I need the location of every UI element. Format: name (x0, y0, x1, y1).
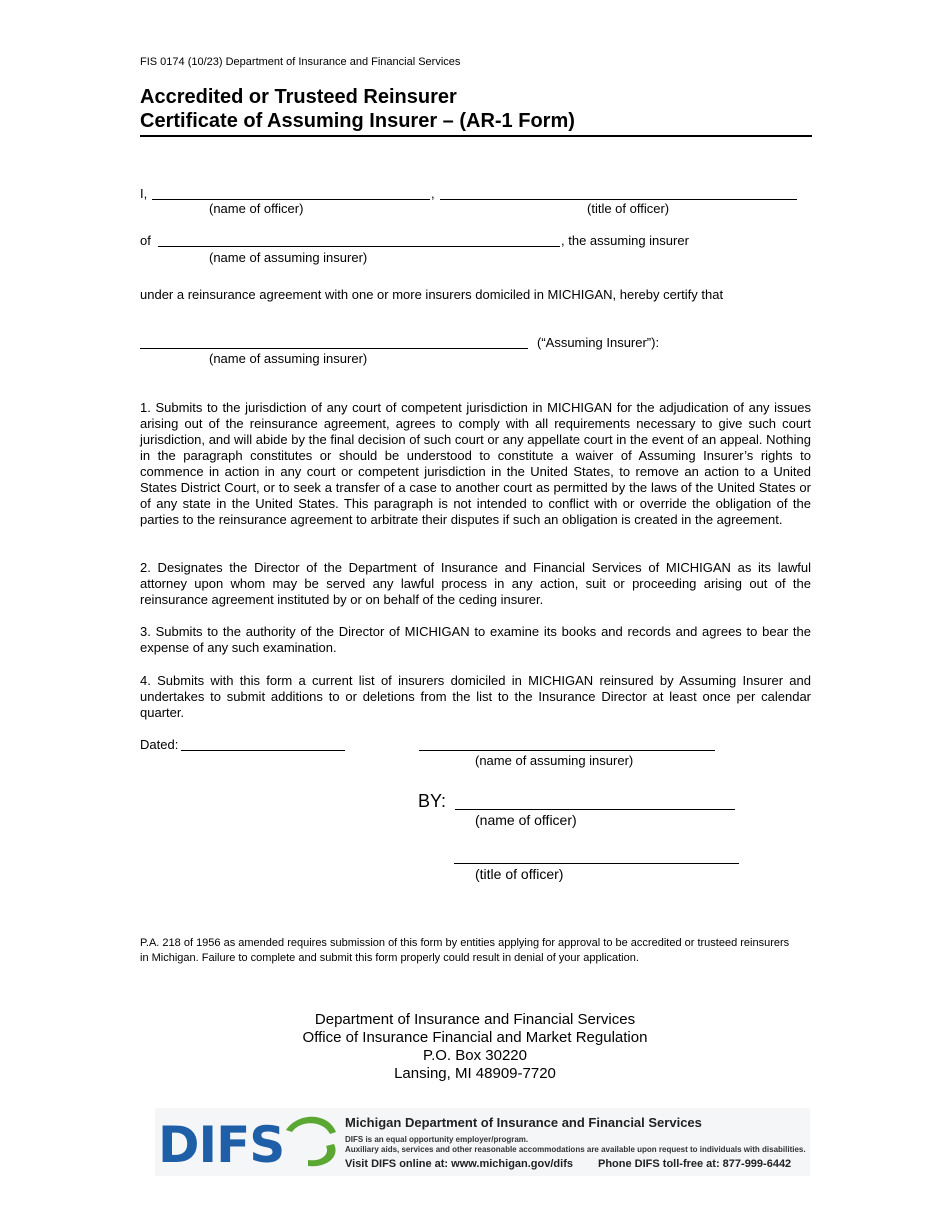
title-line-2: Certificate of Assuming Insurer – (AR-1 Form) (140, 110, 575, 132)
certify-text: under a reinsurance agreement with one or more insurers domiciled in MICHIGAN, hereby certify that (140, 287, 724, 302)
assuming-insurer-quote: (“Assuming Insurer”): (537, 335, 660, 350)
assuming-insurer-field[interactable] (158, 246, 560, 247)
name-of-assuming-insurer-caption: (name of assuming insurer) (209, 250, 368, 265)
address-line-3: P.O. Box 30220 (423, 1047, 527, 1064)
of-prefix: of (140, 233, 151, 248)
assuming-insurer-field-2[interactable] (140, 348, 528, 349)
difs-logo (158, 1110, 343, 1174)
by-label: BY: (418, 791, 447, 811)
paragraph-3: 3. Submits to the authority of the Director of MICHIGAN to examine its books and records and agrees to bear the expense of any such examination. (140, 624, 811, 655)
name-of-officer-caption: (name of officer) (209, 201, 304, 216)
officer-title-field-2[interactable] (454, 863, 739, 864)
visit-website[interactable]: Visit DIFS online at: www.michigan.gov/difs (345, 1158, 573, 1170)
page-title (140, 85, 575, 133)
legal-notice: P.A. 218 of 1956 as amended requires submission of this form by entities applying for approval to be accredited or trusteed reinsurers in Michigan. Failure to complete and submit this form properly could result in denial of your application. (140, 937, 790, 964)
officer-title-caption-2: (title of officer) (475, 866, 564, 882)
paragraph-4: 4. Submits with this form a current list of insurers domiciled in MICHIGAN reinsured by Assuming Insurer and undertakes to submit additions to or deletions from the list to the Insurance Director at least once per calendar quarter. (140, 673, 811, 720)
i-prefix: I, (140, 186, 148, 201)
agency-name: Michigan Department of Insurance and Financial Services (345, 1115, 702, 1130)
signature-insurer-caption: (name of assuming insurer) (475, 753, 634, 768)
mailing-address (200, 1011, 750, 1083)
eeo-line-2: Auxiliary aids, services and other reasonable accommodations are available upon request to individuals with disabilities. (345, 1145, 806, 1154)
comma: , (431, 186, 435, 201)
title-rule (140, 135, 812, 137)
dated-field[interactable] (181, 750, 345, 751)
address-line-1: Department of Insurance and Financial Services (314, 1011, 636, 1028)
title-of-officer-caption: (title of officer) (587, 201, 670, 216)
paragraph-1: 1. Submits to the jurisdiction of any court of competent jurisdiction in MICHIGAN for the adjudication of any issues arising out of the reinsurance agreement, agrees to comply with all requirements necessary to give such court jurisdiction, and will abide by the final decision of such court or any appellate court in the event of an appeal. Nothing in the paragraph constitutes or should be understood to constitute a waiver of Assuming Insurer’s rights to commence in action in any court or competent jurisdiction in the United States, to remove an action to a United States District Court, or to seek a transfer of a case to another court as permitted by the laws of the United States or of any state in the United States. This paragraph is not intended to conflict with or override the obligation of the parties to the reinsurance agreement to arbitrate their disputes if such an obligation is created in the agreement. (140, 400, 811, 527)
form-id: FIS 0174 (10/23) Department of Insurance and Financial Services (140, 56, 461, 68)
the-assuming-insurer: , the assuming insurer (561, 233, 689, 248)
logo-swoosh (308, 1144, 336, 1166)
logo-arc (286, 1117, 336, 1134)
by-officer-field[interactable] (455, 809, 735, 810)
officer-title-field[interactable] (440, 199, 797, 200)
by-officer-caption: (name of officer) (475, 812, 577, 828)
title-line-1: Accredited or Trusteed Reinsurer (140, 86, 457, 108)
logo-text: DIFS (158, 1116, 285, 1174)
paragraph-2: 2. Designates the Director of the Department of Insurance and Financial Services of MICHIGAN as its lawful attorney upon whom may be served any lawful process in any action, suit or proceeding arising out of the reinsurance agreement instituted by or on behalf of the ceding insurer. (140, 560, 811, 607)
address-line-4: Lansing, MI 48909-7720 (394, 1065, 556, 1082)
eeo-line-1: DIFS is an equal opportunity employer/program. (345, 1135, 529, 1144)
name-of-assuming-insurer-caption-2: (name of assuming insurer) (209, 351, 368, 366)
officer-name-field[interactable] (152, 199, 430, 200)
dated-label: Dated: (140, 737, 179, 752)
address-line-2: Office of Insurance Financial and Market Regulation (302, 1029, 648, 1046)
signature-insurer-field[interactable] (419, 750, 715, 751)
phone-number[interactable]: Phone DIFS toll-free at: 877-999-6442 (598, 1158, 792, 1170)
